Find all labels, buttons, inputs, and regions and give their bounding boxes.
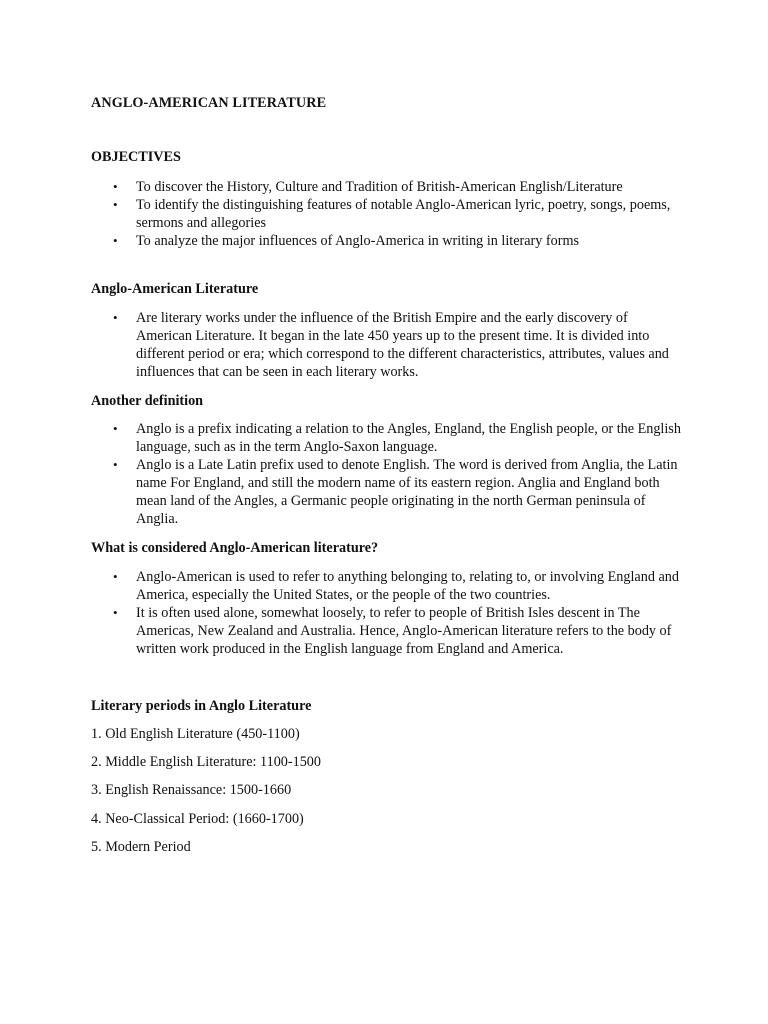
list-item [0,456,681,528]
period-item: 5. Modern Period [91,839,191,855]
objective-text: To discover the History, Culture and Tradition of British-American English/Literature [136,179,623,195]
definition-list [0,309,768,381]
bullet-icon: • [113,421,118,436]
section-heading-literary-periods: Literary periods in Anglo Literature [91,698,312,714]
page-title: ANGLO-AMERICAN LITERATURE [91,95,327,111]
period-item: 1. Old English Literature (450-1100) [91,726,300,742]
period-item: 3. English Renaissance: 1500-1660 [91,782,292,798]
period-item: 2. Middle English Literature: 1100-1500 [91,754,321,770]
bullet-icon: • [113,310,118,325]
section-heading-another-definition: Another definition [91,393,204,409]
list-item [0,604,681,658]
list-item [0,309,681,381]
bullet-icon: • [113,179,118,194]
section-heading-anglo-american-literature: Anglo-American Literature [91,281,259,297]
bullet-icon: • [113,569,118,584]
period-item: 4. Neo-Classical Period: (1660-1700) [91,811,304,827]
list-item [0,178,681,196]
another-definition-list [0,420,768,528]
bullet-icon: • [113,605,118,620]
objective-text: To identify the distinguishing features of notable Anglo-American lyric, poetry, songs, poems, sermons and allegories [136,197,671,231]
objectives-heading: OBJECTIVES [91,149,181,165]
list-item [0,420,681,456]
definition-text: Anglo is a Late Latin prefix used to denote English. The word is derived from Anglia, the Latin name For England, and still the modern name of its eastern region. Anglia and England both mean land of the Angles, a Germanic people originating in the north German peninsula of Anglia. [136,457,678,527]
list-item [0,568,681,604]
definition-text: Anglo is a prefix indicating a relation to the Angles, England, the English people, or the English language, such as in the term Anglo-Saxon language. [136,421,681,455]
definition-text: Are literary works under the influence of the British Empire and the early discovery of American Literature. It began in the late 450 years up to the present time. It is divided into different period or era; which correspond to the different characteristics, attributes, values and influences that can be seen in each literary works. [136,310,669,380]
objectives-list [0,178,768,250]
considered-list [0,568,768,658]
section-heading-what-is-considered: What is considered Anglo-American literature? [91,540,379,556]
bullet-icon: • [113,457,118,472]
list-item [0,232,681,250]
objective-text: To analyze the major influences of Anglo-America in writing in literary forms [136,233,580,249]
considered-text: Anglo-American is used to refer to anything belonging to, relating to, or involving England and America, especially the United States, or the people of the two countries. [136,569,679,603]
list-item [0,196,681,232]
bullet-icon: • [113,197,118,212]
bullet-icon: • [113,233,118,248]
considered-text: It is often used alone, somewhat loosely, to refer to people of British Isles descent in The Americas, New Zealand and Australia. Hence, Anglo-American literature refers to the body of written work produced in the English language from England and America. [136,605,672,657]
